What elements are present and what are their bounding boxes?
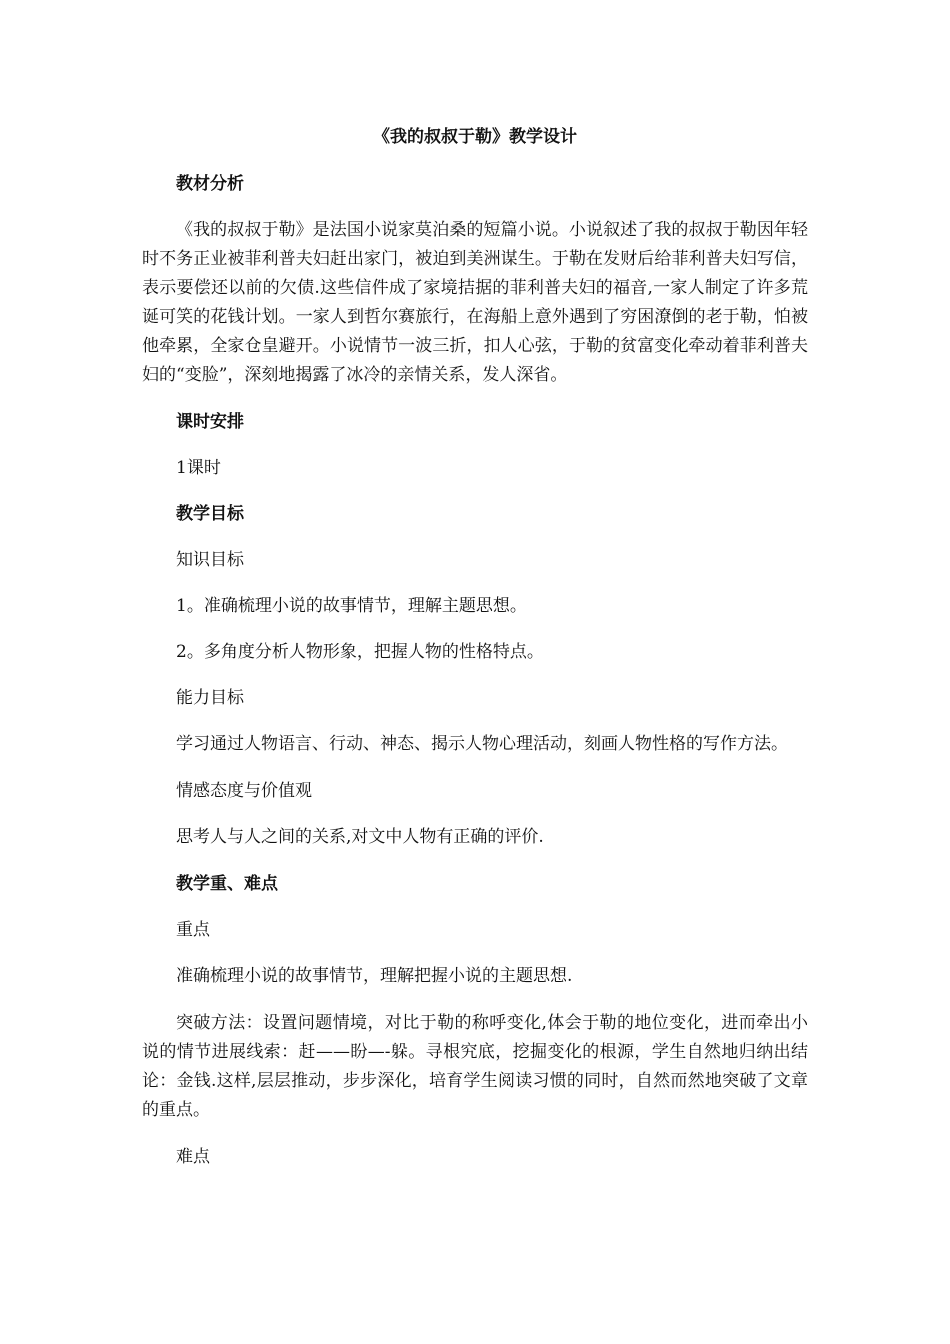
emotion-paragraph: 思考人与人之间的关系,对文中人物有正确的评价. <box>176 827 544 847</box>
section-heading-analysis: 教材分析 <box>176 174 244 194</box>
section-heading-key-points: 教学重、难点 <box>176 874 278 894</box>
section-heading-schedule: 课时安排 <box>176 412 244 432</box>
subheading-difficulty: 难点 <box>176 1147 210 1167</box>
analysis-paragraph: 《我的叔叔于勒》是法国小说家莫泊桑的短篇小说。小说叙述了我的叔叔于勒因年轻时不务正业被菲利普夫妇赶出家门，被迫到美洲谋生。于勒在发财后给菲利普夫妇写信，表示要偿还以前的欠债.这些信件成了家境拮据的菲利普夫妇的福音,一家人制定了许多荒诞可笑的花钱计划。一家人到哲尔赛旅行，在海船上意外遇到了穷困潦倒的老于勒，怕被他牵累，全家仓皇避开。小说情节一波三折，扣人心弦，于勒的贫富变化牵动着菲利普夫妇的“变脸”，深刻地揭露了冰冷的亲情关系，发人深省。 <box>142 220 808 385</box>
subheading-emotion: 情感态度与价值观 <box>176 781 312 801</box>
subheading-knowledge: 知识目标 <box>176 550 244 570</box>
document-body <box>142 122 808 1189</box>
subheading-focus: 重点 <box>176 920 210 940</box>
knowledge-item-2: 2。多角度分析人物形象，把握人物的性格特点。 <box>176 642 544 662</box>
method-paragraph: 突破方法：设置问题情境，对比于勒的称呼变化,体会于勒的地位变化，进而牵出小说的情节进展线索：赶——盼—-躲。寻根究底，挖掘变化的根源，学生自然地归纳出结论：金钱.这样,层层推动，步步深化，培育学生阅读习惯的同时，自然而然地突破了文章的重点。 <box>142 1013 808 1120</box>
ability-paragraph: 学习通过人物语言、行动、神态、揭示人物心理活动，刻画人物性格的写作方法。 <box>176 734 788 754</box>
knowledge-item-1: 1。准确梳理小说的故事情节，理解主题思想。 <box>176 596 527 616</box>
document-title: 《我的叔叔于勒》教学设计 <box>373 127 577 147</box>
subheading-ability: 能力目标 <box>176 688 244 708</box>
section-heading-goals: 教学目标 <box>176 504 244 524</box>
schedule-text: 1课时 <box>176 458 221 478</box>
focus-paragraph: 准确梳理小说的故事情节，理解把握小说的主题思想. <box>176 966 573 986</box>
